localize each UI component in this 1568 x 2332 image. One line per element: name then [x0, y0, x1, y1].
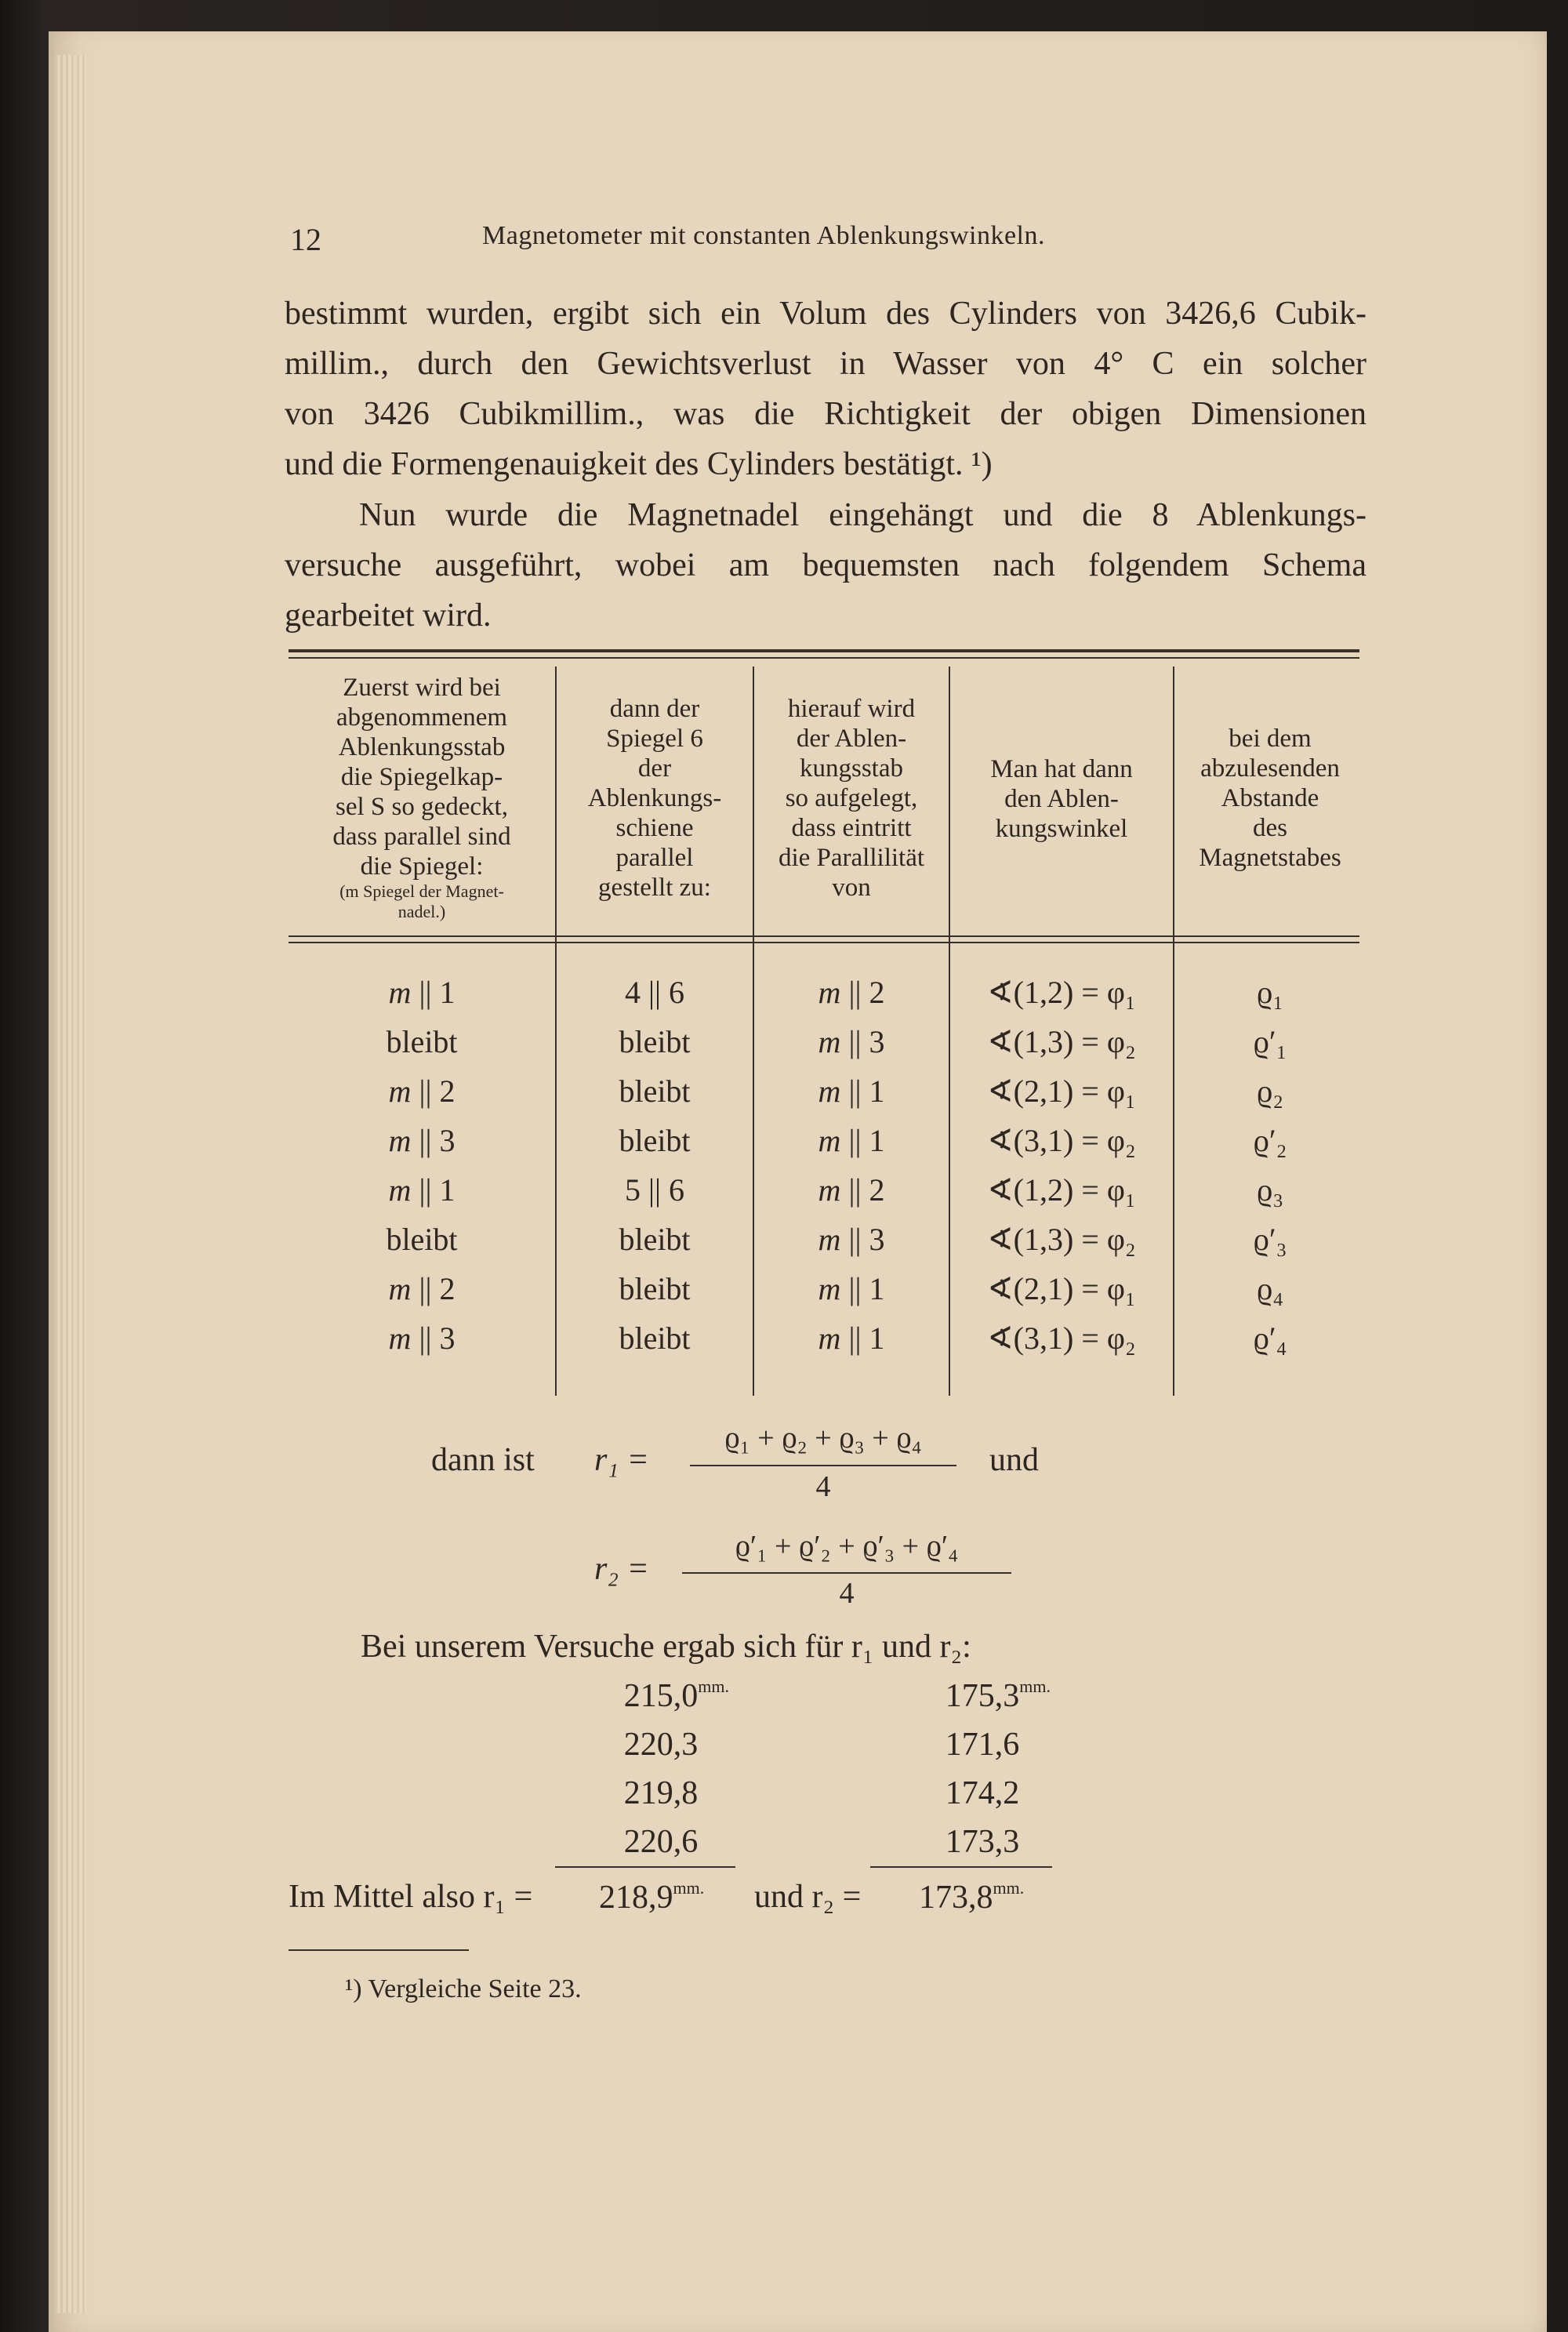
table-header-col-2 [558, 694, 751, 903]
table-cell: ∢(3,1) = φ₂ [987, 1123, 1136, 1158]
table-cell: bleibt [386, 1222, 458, 1257]
header-line: Magnetstabes [1199, 844, 1341, 872]
formula-1-prefix: dann ist [431, 1442, 535, 1478]
result-value: 219,8 [623, 1775, 699, 1811]
header-line: die Spiegelkap- [340, 763, 503, 791]
footnote: ¹) Vergleiche Seite 23. [345, 1974, 582, 2003]
header-line: Ablenkungsstab [338, 733, 506, 761]
table-cell: ∢(1,3) = φ₂ [987, 1024, 1136, 1059]
table-cell: ∢(3,1) = φ₂ [987, 1320, 1136, 1356]
header-note: (m Spiegel der Magnet- [339, 881, 504, 901]
formula-2-denominator: 4 [839, 1577, 855, 1610]
mean-r1: 218,9 [599, 1880, 673, 1916]
fraction-bar [690, 1465, 956, 1466]
sum-rule-r1 [555, 1866, 735, 1868]
text-line: gearbeitet wird. [285, 598, 492, 634]
table-cell: ∢(1,2) = φ₁ [987, 1172, 1136, 1208]
unit-label: mm. [698, 1676, 729, 1696]
table-header-col-3 [756, 694, 947, 903]
table-cell: 5 || 6 [624, 1172, 684, 1208]
table-cell: m || 3 [388, 1320, 456, 1356]
table-cell: bleibt [619, 1073, 691, 1109]
header-line: dass eintritt [791, 814, 912, 842]
header-line: so aufgelegt, [785, 784, 918, 812]
formula-1-numerator: ϱ₁ + ϱ₂ + ϱ₃ + ϱ₄ [724, 1422, 922, 1455]
mean-mid: und r₂ = [754, 1879, 862, 1915]
table-cell: ∢(2,1) = φ₁ [987, 1073, 1136, 1109]
formula-1-suffix: und [989, 1442, 1039, 1478]
table-cell: ∢(2,1) = φ₁ [987, 1271, 1136, 1306]
header-line: sel S so gedeckt, [336, 793, 508, 821]
page-number: 12 [290, 222, 321, 257]
paragraph-2 [285, 490, 1367, 641]
header-line: die Spiegel: [360, 852, 484, 881]
table-cell: bleibt [619, 1271, 691, 1306]
result-value: 171,6 [945, 1727, 1020, 1763]
table-cell: m || 1 [818, 1073, 885, 1109]
page-edges [55, 55, 86, 2313]
header-line: dann der [609, 695, 700, 723]
table-cell: m || 2 [818, 975, 885, 1010]
table-top-rule-thin [289, 657, 1359, 659]
table-cell: ∢(1,3) = φ₂ [987, 1222, 1136, 1257]
table-cell: ϱ₂ [1256, 1073, 1284, 1109]
table-cell: ϱ′₃ [1253, 1222, 1287, 1257]
formula-1-lhs: r₁ = [594, 1442, 649, 1478]
header-line: parallel [615, 844, 694, 872]
table-cell: bleibt [619, 1024, 691, 1059]
table-cell: ϱ′₂ [1253, 1123, 1287, 1158]
result-value: 220,6 [623, 1824, 699, 1860]
column-divider [949, 667, 950, 1396]
header-line: kungswinkel [995, 815, 1128, 843]
formula-2-numerator: ϱ′₁ + ϱ′₂ + ϱ′₃ + ϱ′₄ [735, 1530, 959, 1563]
results-intro: Bei unserem Versuche ergab sich für r₁ und r₂: [361, 1629, 971, 1665]
paragraph-1 [285, 289, 1367, 489]
table-cell: m || 2 [818, 1172, 885, 1208]
header-line: gestellt zu: [598, 874, 711, 902]
table-header-rule-2 [289, 942, 1359, 943]
result-value: 220,3 [623, 1727, 699, 1763]
column-divider [1173, 667, 1174, 1396]
table-header-col-4 [952, 754, 1171, 844]
table-cell: bleibt [619, 1123, 691, 1158]
header-line: Ablenkungs- [587, 784, 722, 812]
unit-label: mm. [673, 1878, 705, 1898]
text-line: Nun wurde die Magnetnadel eingehängt und die 8 Ablenkungs- [359, 497, 1367, 533]
result-value: $175,3^{mm.}$ [945, 1676, 1051, 1714]
mean-r2-value [919, 1878, 1024, 1916]
header-line: hierauf wird [787, 695, 916, 723]
running-title: Magnetometer mit constanten Ablenkungswinkeln. [482, 221, 1045, 250]
header-line: von [832, 874, 871, 902]
table-cell: ϱ′₁ [1253, 1024, 1287, 1059]
text-line: versuche ausgeführt, wobei am bequemsten nach folgendem Schema [285, 547, 1367, 583]
table-cell: m || 1 [818, 1271, 885, 1306]
table-cell: bleibt [386, 1024, 458, 1059]
table-header-col-5 [1176, 724, 1364, 873]
mean-r1-value [599, 1878, 704, 1916]
header-line: Man hat dann [990, 755, 1133, 783]
table-cell: m || 2 [388, 1073, 456, 1109]
header-line: des [1253, 814, 1287, 842]
column-divider [753, 667, 754, 1396]
table-cell: ϱ₄ [1256, 1271, 1284, 1306]
table-cell: ∢(1,2) = φ₁ [987, 975, 1136, 1010]
table-header-col-1 [292, 673, 552, 922]
sum-rule-r2 [870, 1866, 1052, 1868]
table-cell: m || 2 [388, 1271, 456, 1306]
header-line: die Parallilität [778, 844, 925, 872]
header-line: abgenommenem [336, 703, 508, 732]
table-cell: bleibt [619, 1320, 691, 1356]
fraction-bar [682, 1572, 1011, 1574]
table-cell: m || 1 [818, 1123, 885, 1158]
header-line: Spiegel 6 [606, 725, 703, 753]
unit-label: mm. [993, 1878, 1025, 1898]
header-line: schiene [615, 814, 694, 842]
formula-1-denominator: 4 [815, 1470, 831, 1503]
result-value: 173,3 [945, 1824, 1020, 1860]
header-line: Zuerst wird bei [343, 674, 501, 702]
formula-2-lhs: r₂ = [594, 1551, 649, 1587]
text-line: millim., durch den Gewichtsverlust in Wasser von 4° C ein solcher [285, 346, 1367, 382]
header-line: kungsstab [800, 754, 903, 783]
table-cell: ϱ₃ [1256, 1172, 1284, 1208]
text-line: und die Formengenauigkeit des Cylinders bestätigt. ¹) [285, 446, 993, 482]
result-value: $215,0^{mm.}$ [623, 1676, 729, 1714]
header-line: dass parallel sind [332, 823, 511, 851]
table-cell: m || 1 [388, 975, 456, 1010]
text-line: von 3426 Cubikmillim., was die Richtigkeit der obigen Dimensionen [285, 396, 1367, 432]
header-line: den Ablen- [1004, 785, 1119, 813]
table-cell: m || 1 [818, 1320, 885, 1356]
table-cell: ϱ′₄ [1253, 1320, 1287, 1356]
table-cell: m || 3 [388, 1123, 456, 1158]
result-value: 174,2 [945, 1775, 1020, 1811]
header-line: bei dem [1229, 725, 1312, 753]
table-cell: 4 || 6 [624, 975, 684, 1010]
mean-prefix: Im Mittel also r₁ = [289, 1879, 533, 1915]
mean-r2: 173,8 [919, 1880, 993, 1916]
unit-label: mm. [1019, 1676, 1051, 1696]
header-note: nadel.) [397, 902, 446, 921]
table-cell: bleibt [619, 1222, 691, 1257]
table-cell: ϱ₁ [1256, 975, 1284, 1010]
column-divider [555, 667, 557, 1396]
table-cell: m || 1 [388, 1172, 456, 1208]
header-line: Abstande [1221, 784, 1319, 812]
text-line: bestimmt wurden, ergibt sich ein Volum des Cylinders von 3426,6 Cubik- [285, 296, 1367, 332]
table-cell: m || 3 [818, 1024, 885, 1059]
table-top-rule [289, 649, 1359, 652]
header-line: der Ablen- [796, 725, 907, 753]
table-header-rule [289, 935, 1359, 937]
table-cell: m || 3 [818, 1222, 885, 1257]
footnote-rule [289, 1949, 469, 1951]
header-line: abzulesenden [1200, 754, 1340, 783]
header-line: der [637, 754, 672, 783]
